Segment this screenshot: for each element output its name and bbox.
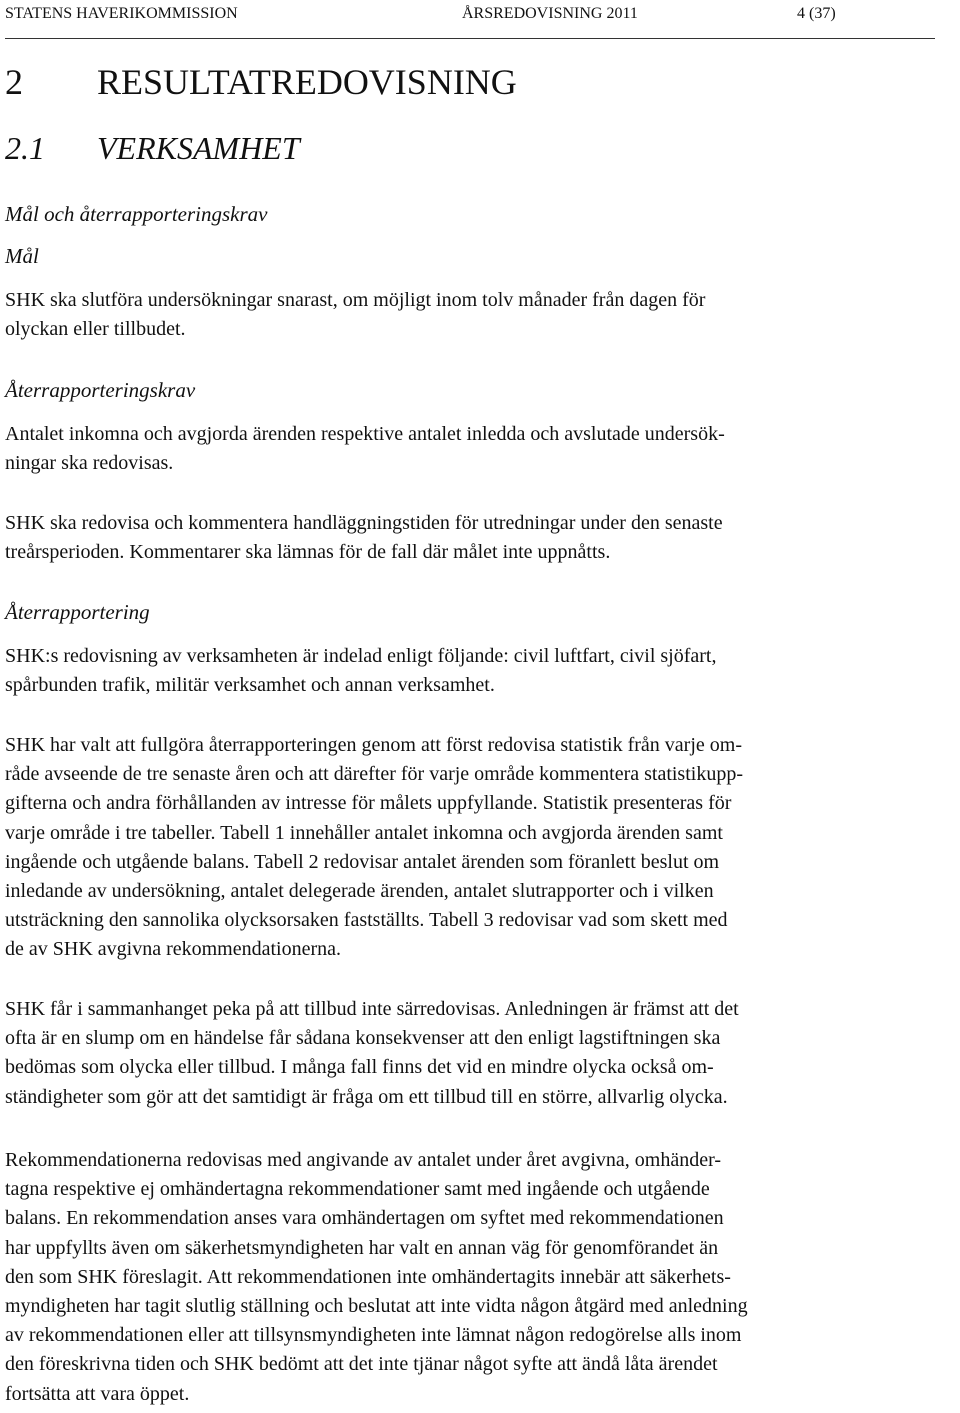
- paragraph-line: den föreskrivna tiden och SHK bedömt att det inte tjänar något syfte att ändå låta ärendet: [5, 1353, 718, 1376]
- paragraph-line: ingående och utgående balans. Tabell 2 redovisar antalet ärenden som föranlett beslut om: [5, 850, 720, 873]
- subheading-aterrapporteringskrav: Återrapporteringskrav: [5, 378, 196, 402]
- paragraph-line: inledande av undersökning, antalet delegerade ärenden, antalet slutrapporter och i vilken: [5, 880, 714, 903]
- subheading-mal-och-krav: Mål och återrapporteringskrav: [5, 202, 268, 226]
- paragraph-line: utsträckning den sannolika olycksorsaken fastställts. Tabell 3 redovisar vad som skett med: [5, 909, 728, 932]
- paragraph-line: SHK ska slutföra undersökningar snarast, om möjligt inom tolv månader från dagen för: [5, 289, 706, 311]
- paragraph-line: tagna respektive ej omhändertagna rekommendationer samt med ingående och utgående: [5, 1178, 710, 1201]
- paragraph-line: fortsätta att vara öppet.: [5, 1382, 190, 1405]
- paragraph-reporting-requirement: [5, 420, 955, 478]
- header-organization: STATENS HAVERIKOMMISSION: [5, 5, 238, 22]
- paragraph-line: Rekommendationerna redovisas med angivande av antalet under året avgivna, omhänder-: [5, 1149, 721, 1171]
- paragraph-line: SHK:s redovisning av verksamheten är indelad enligt följande: civil luftfart, civil sjöfart,: [5, 645, 717, 667]
- paragraph-recommendations: [5, 1146, 955, 1409]
- subheading-mal: Mål: [5, 244, 39, 268]
- chapter-number: 2: [5, 62, 23, 102]
- paragraph-handling-time: [5, 509, 955, 567]
- paragraph-line: av rekommendationen eller att tillsynsmyndigheten inte lämnat någon redogörelse alls inom: [5, 1324, 742, 1347]
- paragraph-line: olyckan eller tillbudet.: [5, 318, 186, 341]
- paragraph-report-division: [5, 642, 955, 700]
- paragraph-line: balans. En rekommendation anses vara omhändertagen om syftet med rekommendationen: [5, 1207, 724, 1230]
- header-divider: [5, 38, 935, 39]
- paragraph-line: ständigheter som gör att det samtidigt är fråga om ett tillbud till en större, allvarlig olycka.: [5, 1085, 728, 1108]
- header-page-number: 4 (37): [797, 5, 836, 22]
- paragraph-line: råde avseende de tre senaste åren och att därefter för varje område kommentera statistikupp-: [5, 763, 743, 786]
- paragraph-line: ningar ska redovisas.: [5, 452, 174, 475]
- paragraph-goal: [5, 286, 955, 344]
- paragraph-line: Antalet inkomna och avgjorda ärenden respektive antalet inledda och avslutade undersök-: [5, 423, 725, 445]
- paragraph-line: SHK ska redovisa och kommentera handläggningstiden för utredningar under den senaste: [5, 512, 723, 534]
- paragraph-line: spårbunden trafik, militär verksamhet och annan verksamhet.: [5, 674, 495, 697]
- paragraph-line: gifterna och andra förhållanden av intresse för målets uppfyllande. Statistik presenteras för: [5, 792, 732, 815]
- paragraph-line: har uppfyllts även om säkerhetsmyndigheten har valt en annan väg för genomförandet än: [5, 1236, 719, 1259]
- paragraph-line: SHK har valt att fullgöra återrapporteringen genom att först redovisa statistik från varje om-: [5, 734, 742, 756]
- chapter-title: RESULTATREDOVISNING: [97, 62, 517, 102]
- paragraph-line: den som SHK föreslagit. Att rekommendationen inte omhändertagits innebär att säkerhets-: [5, 1265, 731, 1288]
- paragraph-line: varje område i tre tabeller. Tabell 1 innehåller antalet inkomna och avgjorda ärenden samt: [5, 821, 723, 844]
- paragraph-line: treårsperioden. Kommentarer ska lämnas för de fall där målet inte uppnåtts.: [5, 541, 611, 564]
- paragraph-line: bedömas som olycka eller tillbud. I många fall finns det vid en mindre olycka också om-: [5, 1056, 714, 1079]
- subheading-aterrapportering: Återrapportering: [5, 600, 150, 624]
- paragraph-line: SHK får i sammanhanget peka på att tillbud inte särredovisas. Anledningen är främst att det: [5, 998, 739, 1020]
- paragraph-line: ofta är en slump om en händelse får sådana konsekvenser att den enligt lagstiftningen ska: [5, 1027, 721, 1050]
- paragraph-incidents: [5, 995, 955, 1112]
- section-title: VERKSAMHET: [97, 130, 300, 166]
- header-report-title: ÅRSREDOVISNING 2011: [462, 5, 638, 22]
- paragraph-statistics: [5, 731, 955, 965]
- paragraph-line: de av SHK avgivna rekommendationerna.: [5, 938, 342, 961]
- paragraph-line: myndigheten har tagit slutlig ställning och beslutat att inte vidta någon åtgärd med anledning: [5, 1295, 748, 1318]
- section-number: 2.1: [5, 130, 45, 166]
